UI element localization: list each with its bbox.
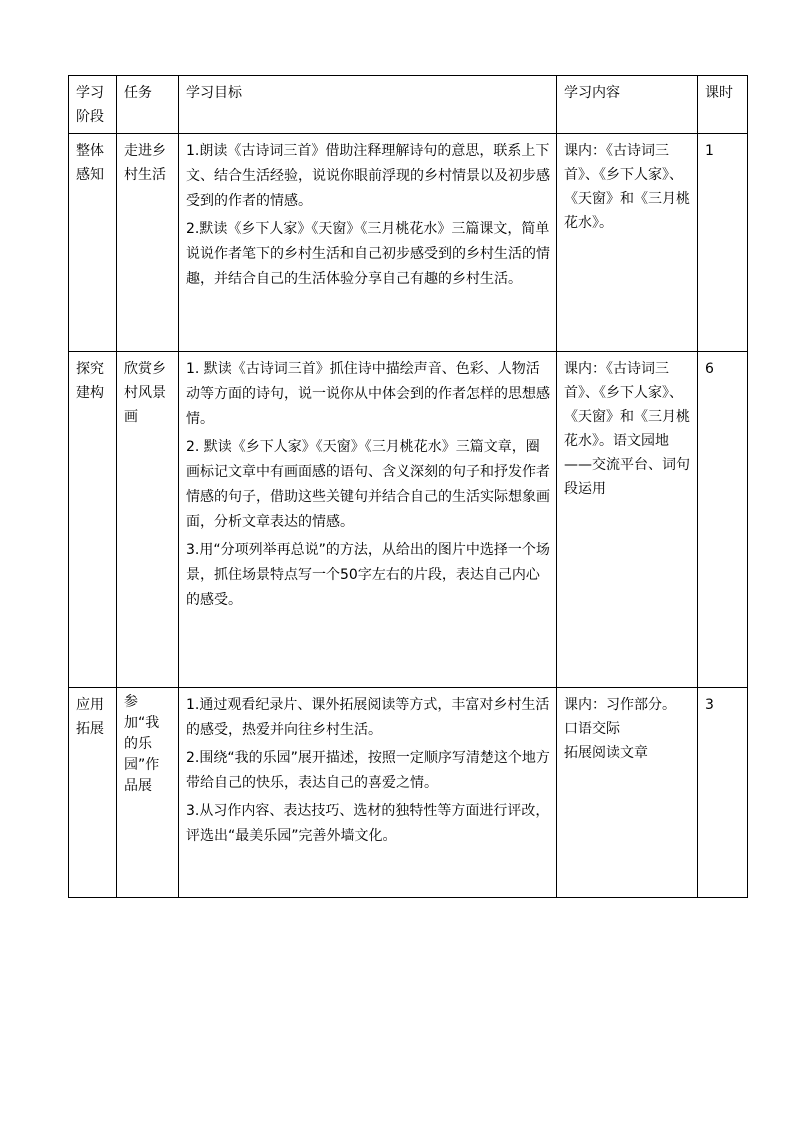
lesson-plan-table bbox=[68, 75, 748, 898]
table-row bbox=[69, 352, 748, 688]
goals-cell bbox=[179, 688, 557, 898]
task-cell: 欣赏乡村风景画 bbox=[117, 352, 179, 688]
table-header-row bbox=[69, 76, 748, 134]
header-task: 任务 bbox=[117, 76, 179, 134]
header-goals: 学习目标 bbox=[179, 76, 557, 134]
header-stage: 学习阶段 bbox=[69, 76, 117, 134]
goals-cell bbox=[179, 352, 557, 688]
hours-cell: 6 bbox=[698, 352, 748, 688]
header-content: 学习内容 bbox=[557, 76, 698, 134]
header-hours: 课时 bbox=[698, 76, 748, 134]
stage-cell: 应用拓展 bbox=[69, 688, 117, 898]
task-cell: 走进乡村生活 bbox=[117, 134, 179, 352]
content-line: 课内：习作部分。 bbox=[564, 697, 676, 713]
table-row bbox=[69, 688, 748, 898]
stage-cell: 探究建构 bbox=[69, 352, 117, 688]
goal-item: 1. 默读《古诗词三首》抓住诗中描绘声音、色彩、人物活动等方面的诗句，说一说你从中体会到的作者怎样的思想感情。 bbox=[186, 361, 550, 427]
goal-item: 2.默读《乡下人家》《天窗》《三月桃花水》三篇课文，简单说说作者笔下的乡村生活和自己初步感受到的乡村生活的情趣，并结合自己的生活体验分享自己有趣的乡村生活。 bbox=[186, 221, 550, 287]
goal-item: 2.围绕“我的乐园”展开描述，按照一定顺序写清楚这个地方带给自己的快乐，表达自己的喜爱之情。 bbox=[186, 750, 550, 791]
goal-item: 2. 默读《乡下人家》《天窗》《三月桃花水》三篇文章，圈画标记文章中有画面感的语句、含义深刻的句子和抒发作者情感的句子，借助这些关键句并结合自己的生活实际想象画面，分析文章表达的情感。 bbox=[186, 439, 550, 530]
content-cell: 课内：《古诗词三首》、《乡下人家》、《天窗》和《三月桃花水》。语文园地——交流平台、词句段运用 bbox=[557, 352, 698, 688]
content-line: 拓展阅读文章 bbox=[564, 745, 648, 761]
goal-item: 3.用“分项列举再总说”的方法，从给出的图片中选择一个场景，抓住场景特点写一个50字左右的片段，表达自己内心的感受。 bbox=[186, 542, 550, 608]
table-row bbox=[69, 134, 748, 352]
content-cell: 课内：《古诗词三首》、《乡下人家》、《天窗》和《三月桃花水》。 bbox=[557, 134, 698, 352]
stage-cell: 整体感知 bbox=[69, 134, 117, 352]
goal-item: 3.从习作内容、表达技巧、选材的独特性等方面进行评改，评选出“最美乐园”完善外墙文化。 bbox=[186, 803, 550, 844]
content-line: 口语交际 bbox=[564, 721, 620, 737]
hours-cell: 1 bbox=[698, 134, 748, 352]
content-cell bbox=[557, 688, 698, 898]
goal-item: 1.通过观看纪录片、课外拓展阅读等方式，丰富对乡村生活的感受，热爱并向往乡村生活。 bbox=[186, 697, 550, 738]
goals-cell bbox=[179, 134, 557, 352]
hours-cell: 3 bbox=[698, 688, 748, 898]
goal-item: 1.朗读《古诗词三首》借助注释理解诗句的意思，联系上下文、结合生活经验，说说你眼前浮现的乡村情景以及初步感受到的作者的情感。 bbox=[186, 143, 550, 209]
task-cell: 参加“我的乐园”作品展 bbox=[117, 688, 179, 898]
